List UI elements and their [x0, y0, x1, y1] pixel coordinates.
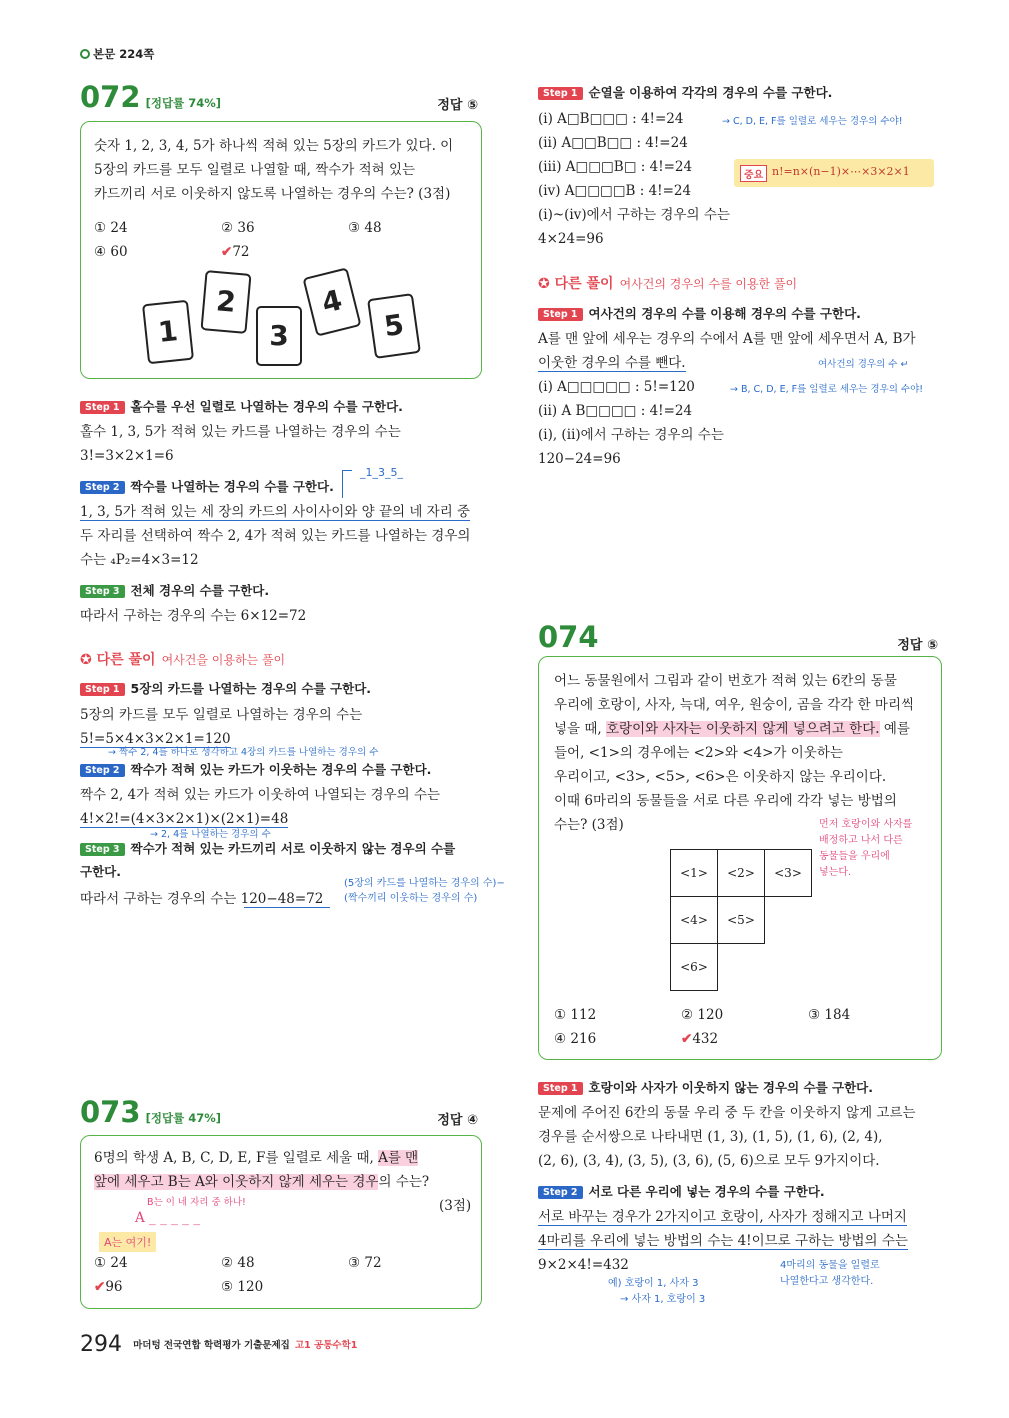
check-icon: ✔ — [94, 1279, 106, 1295]
solution-line: (ⅰ), (ⅱ)에서 구하는 경우의 수는 — [538, 427, 724, 443]
question-line: 어느 동물원에서 그림과 같이 번호가 적혀 있는 6칸의 동물 — [554, 673, 897, 689]
star-icon: ✪ — [80, 652, 92, 668]
solution-line: (ⅰ)~(ⅳ)에서 구하는 경우의 수는 — [538, 207, 730, 223]
case-line: (ⅳ) A□□□□B : 4!=24 — [538, 183, 692, 199]
solution-line: 5장의 카드를 모두 일렬로 나열하는 경우의 수는 — [80, 707, 363, 723]
step-heading: Step 1 호랑이와 사자가 이웃하지 않는 경우의 수를 구한다. — [538, 1078, 873, 1096]
annotation: (5장의 카드를 나열하는 경우의 수)− (짝수끼리 이웃하는 경우의 수) — [344, 878, 505, 904]
solution-line: 5!=5×4×3×2×1=120 — [80, 731, 231, 747]
problem-number: 072 — [80, 80, 141, 114]
question-line: 이때 6마리의 동물들을 서로 다른 우리에 각각 넣는 방법의 — [554, 793, 897, 809]
problem-072-header — [80, 80, 484, 114]
case-line: (ⅰ) A□B□□□ : 4!=24 — [538, 111, 684, 127]
choice-1: ① 112 — [554, 1007, 597, 1023]
cage-cell: <4> — [670, 896, 718, 944]
question-line: 우리이고, <3>, <5>, <6>은 이웃하지 않는 우리이다. — [554, 769, 887, 785]
cage-cell: <3> — [764, 849, 812, 897]
annotation: → 2, 4를 나열하는 경우의 수 — [150, 829, 271, 840]
question-line: 5장의 카드를 모두 일렬로 나열할 때, 짝수가 적혀 있는 — [94, 162, 416, 178]
case-line: (ⅲ) A□□□B□ : 4!=24 — [538, 159, 693, 175]
solution-line: 서로 바꾸는 경우가 2가지이고 호랑이, 사자가 정해지고 나머지 — [538, 1209, 907, 1225]
solution-line: A를 맨 앞에 세우는 경우의 수에서 A를 맨 앞에 세우면서 A, B가 — [538, 331, 916, 347]
case-line: (ⅱ) A B□□□□ : 4!=24 — [538, 403, 693, 419]
page-footer — [80, 1332, 357, 1357]
side-annotation: 먼저 호랑이와 사자를 배정하고 나서 다른 동물들을 우리에 넣는다. — [819, 819, 913, 878]
annotation: → B, C, D, E, F를 일렬로 세우는 경우의 수야! — [730, 384, 924, 395]
solution-line: 따라서 구하는 경우의 수는 6×12=72 — [80, 608, 307, 624]
annotation: → C, D, E, F를 일렬로 세우는 경우의 수야! — [722, 116, 903, 127]
step-heading: Step 3 짝수가 적혀 있는 카드끼리 서로 이웃하지 않는 경우의 수를 — [80, 839, 455, 857]
annotation: A는 여기! — [99, 1232, 156, 1252]
grade-label: 고1 공통수학1 — [294, 1340, 358, 1351]
solution-line: 수는 ₄P₂=4×3=12 — [80, 552, 199, 568]
annotation: → 짝수 2, 4를 하나로 생각하고 4장의 카드를 나열하는 경우의 수 — [108, 747, 379, 758]
solution-line: 짝수 2, 4가 적혀 있는 카드가 이웃하여 나열되는 경우의 수는 — [80, 787, 441, 803]
question-line: 6명의 학생 A, B, C, D, E, F를 일렬로 세울 때, A를 맨 — [94, 1150, 419, 1166]
correct-rate: [정답률 74%] — [145, 96, 222, 110]
solution-line: 120−24=96 — [538, 451, 621, 467]
cage-cell: <1> — [670, 849, 718, 897]
page-number: 294 — [80, 1332, 122, 1357]
question-line: 넣을 때, 호랑이와 사자는 이웃하지 않게 넣으려고 한다. 예를 — [554, 721, 910, 737]
annotation: 4마리의 동물을 일렬로 나열한다고 생각한다. — [780, 1260, 880, 1287]
alt-solution-title: ✪ 다른 풀이 여사건을 이용하는 풀이 — [80, 652, 286, 668]
choice-4: ④ 216 — [554, 1031, 597, 1047]
choice-3: ③ 48 — [348, 220, 382, 236]
question-line: 들어, <1>의 경우에는 <2>와 <4>가 이웃하는 — [554, 745, 843, 761]
key-formula: n!=n×(n−1)×⋯×3×2×1 — [772, 165, 910, 178]
solution-line: 3!=3×2×1=6 — [80, 448, 174, 464]
question-line: 우리에 호랑이, 사자, 늑대, 여우, 원숭이, 곰을 각각 한 마리씩 — [554, 697, 915, 713]
choice-5: ✔72 — [221, 244, 250, 260]
book-title: 마더텅 전국연합 학력평가 기출문제집 — [133, 1340, 290, 1351]
solution-line: 4마리를 우리에 넣는 방법의 수는 4!이므로 구하는 방법의 수는 — [538, 1233, 908, 1249]
question-line: 카드끼리 서로 이웃하지 않도록 나열하는 경우의 수는? (3점) — [94, 186, 451, 202]
problem-073-box — [80, 1135, 482, 1309]
gap-note: _1_3_5_ — [360, 466, 403, 479]
step-heading: Step 1 여사건의 경우의 수를 이용해 경우의 수를 구한다. — [538, 304, 861, 322]
solution-line: 홀수 1, 3, 5가 적혀 있는 카드를 나열하는 경우의 수는 — [80, 424, 401, 440]
problem-number: 073 — [80, 1095, 141, 1129]
question-line: 앞에 세우고 B는 A와 이웃하지 않게 세우는 경우의 수는? — [94, 1174, 430, 1190]
problem-074-header — [538, 620, 942, 654]
note-bracket — [342, 470, 352, 498]
cage-cell: <2> — [717, 849, 765, 897]
key-formula-box — [734, 159, 934, 187]
solution-line: (2, 6), (3, 4), (3, 5), (3, 6), (5, 6)으로 모두 9가지이다. — [538, 1153, 880, 1169]
card-1: 1 — [142, 300, 194, 364]
circle-icon — [80, 49, 90, 59]
step-heading: Step 1 순열을 이용하여 각각의 경우의 수를 구한다. — [538, 83, 832, 101]
problem-074-box — [538, 656, 942, 1060]
underline — [244, 907, 330, 908]
card-3: 3 — [256, 306, 302, 366]
card-5: 5 — [367, 293, 421, 359]
step-heading: Step 1 홀수를 우선 일렬로 나열하는 경우의 수를 구한다. — [80, 397, 403, 415]
key-badge: 중요 — [740, 165, 767, 182]
annotation: 예) 호랑이 1, 사자 3 → 사자 1, 호랑이 3 — [608, 1278, 706, 1305]
case-line: (ⅱ) A□□B□□ : 4!=24 — [538, 135, 688, 151]
score: (3점) — [439, 1198, 472, 1214]
solution-line: 두 자리를 선택하여 짝수 2, 4가 적혀 있는 카드를 나열하는 경우의 — [80, 528, 471, 544]
solution-line: 따라서 구하는 경우의 수는 120−48=72 — [80, 891, 324, 907]
cage-cell: <5> — [717, 896, 765, 944]
step-heading: Step 2 서로 다른 우리에 넣는 경우의 수를 구한다. — [538, 1182, 825, 1200]
card-4: 4 — [302, 267, 361, 336]
choice-2: ② 48 — [221, 1255, 255, 1271]
annotation: B는 이 네 자리 중 하나! — [147, 1197, 246, 1208]
solution-line: 9×2×4!=432 — [538, 1257, 629, 1273]
case-line: (ⅰ) A□□□□□ : 5!=120 — [538, 379, 695, 395]
solution-line: 4!×2!=(4×3×2×1)×(2×1)=48 — [80, 811, 289, 827]
choice-5: ⑤ 120 — [221, 1279, 264, 1295]
correct-rate: [정답률 47%] — [145, 1111, 222, 1125]
choice-3: ③ 72 — [348, 1255, 382, 1271]
annotation: 여사건의 경우의 수 ↵ — [818, 359, 909, 370]
choice-2: ② 120 — [681, 1007, 724, 1023]
problem-number: 074 — [538, 620, 599, 654]
answer-label: 정답 ⑤ — [897, 638, 938, 653]
alt-solution-title: ✪ 다른 풀이 여사건의 경우의 수를 이용한 풀이 — [538, 276, 798, 292]
step-heading-cont: 구한다. — [80, 864, 121, 879]
check-icon: ✔ — [221, 244, 233, 260]
solution-line: 경우를 순서쌍으로 나타내면 (1, 3), (1, 5), (1, 6), (2, 4), — [538, 1129, 883, 1145]
question-line: 수는? (3점) — [554, 817, 624, 833]
choice-5: ✔432 — [681, 1031, 719, 1047]
choice-4: ✔96 — [94, 1279, 123, 1295]
problem-073-header — [80, 1095, 484, 1129]
choice-1: ① 24 — [94, 220, 128, 236]
page-reference: 본문 224쪽 — [80, 46, 154, 62]
problem-072-box — [80, 121, 482, 379]
annotation: A _ _ _ _ _ — [135, 1210, 200, 1226]
solution-line: 이웃한 경우의 수를 뺀다. — [538, 355, 686, 371]
check-icon: ✔ — [681, 1031, 693, 1047]
solution-line: 4×24=96 — [538, 231, 604, 247]
step-heading: Step 1 5장의 카드를 나열하는 경우의 수를 구한다. — [80, 679, 371, 697]
solution-line: 문제에 주어진 6칸의 동물 우리 중 두 칸을 이웃하지 않게 고르는 — [538, 1105, 916, 1121]
step-heading: Step 2 짝수가 적혀 있는 카드가 이웃하는 경우의 수를 구한다. — [80, 760, 431, 778]
step-heading: Step 3 전체 경우의 수를 구한다. — [80, 581, 269, 599]
answer-label: 정답 ⑤ — [437, 98, 478, 113]
question-line: 숫자 1, 2, 3, 4, 5가 하나씩 적혀 있는 5장의 카드가 있다. 이 — [94, 138, 454, 154]
cage-cell: <6> — [670, 943, 718, 991]
choice-3: ③ 184 — [808, 1007, 851, 1023]
card-2: 2 — [200, 270, 251, 334]
star-icon: ✪ — [538, 276, 550, 292]
solution-line: 1, 3, 5가 적혀 있는 세 장의 카드의 사이사이와 양 끝의 네 자리 중 — [80, 504, 471, 520]
answer-label: 정답 ④ — [437, 1113, 478, 1128]
choice-2: ② 36 — [221, 220, 255, 236]
choice-4: ④ 60 — [94, 244, 128, 260]
choice-1: ① 24 — [94, 1255, 128, 1271]
step-heading: Step 2 짝수를 나열하는 경우의 수를 구한다. — [80, 477, 334, 495]
